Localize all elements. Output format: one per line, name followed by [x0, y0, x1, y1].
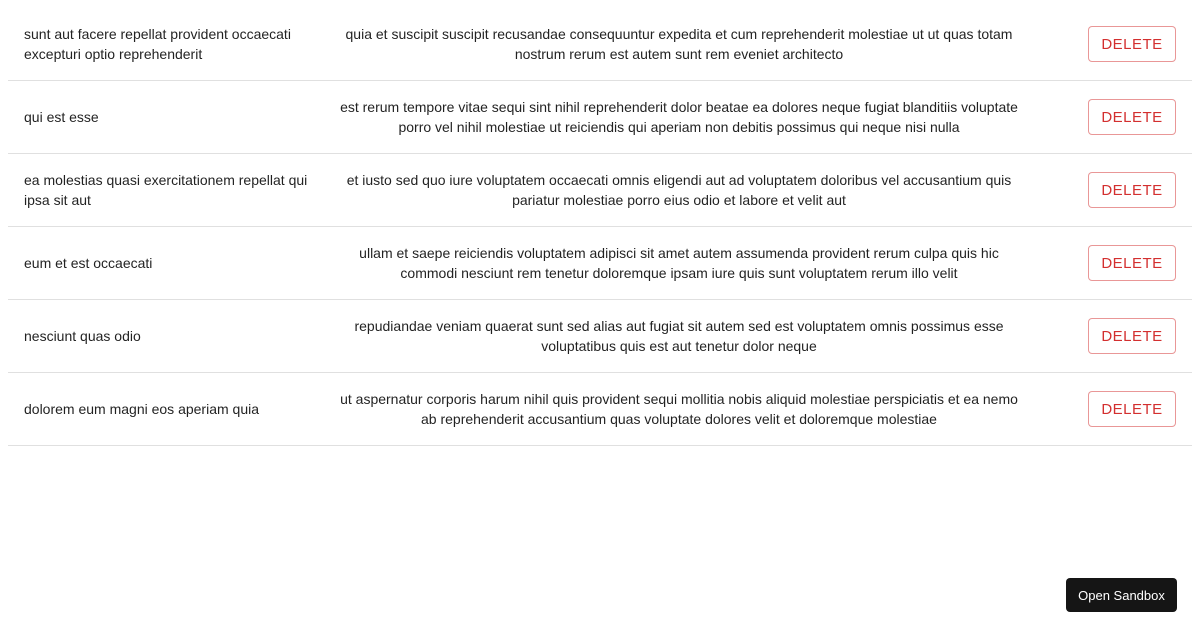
action-cell: [1030, 318, 1192, 354]
table-row: [8, 227, 1192, 300]
action-cell: [1030, 26, 1192, 62]
delete-button[interactable]: DELETE: [1088, 245, 1176, 281]
post-body: repudiandae veniam quaerat sunt sed alias aut fugiat sit autem sed est voluptatem omnis possimus esse voluptatibus quis est aut tenetur dolor neque: [354, 318, 1004, 354]
action-cell: [1030, 245, 1192, 281]
post-title: ea molestias quasi exercitationem repellat qui ipsa sit aut: [24, 172, 308, 208]
post-body: et iusto sed quo iure voluptatem occaecati omnis eligendi aut ad voluptatem doloribus vel accusantium quis pariatur molestiae porro eius odio et labore et velit aut: [346, 172, 1012, 208]
post-title: sunt aut facere repellat provident occaecati excepturi optio reprehenderit: [24, 26, 291, 62]
post-title: nesciunt quas odio: [24, 328, 141, 344]
delete-button[interactable]: DELETE: [1088, 99, 1176, 135]
delete-button[interactable]: DELETE: [1088, 391, 1176, 427]
table-row: [8, 300, 1192, 373]
posts-table: [8, 8, 1192, 446]
post-body: ut aspernatur corporis harum nihil quis provident sequi mollitia nobis aliquid molestiae perspiciatis et ea nemo ab reprehenderit accusantium quas voluptate dolores velit et doloremque molestiae: [340, 391, 1018, 427]
post-body: quia et suscipit suscipit recusandae consequuntur expedita et cum reprehenderit molestiae ut ut quas totam nostrum rerum est autem sunt rem eveniet architecto: [345, 26, 1013, 62]
table-row: [8, 8, 1192, 81]
delete-button[interactable]: DELETE: [1088, 172, 1176, 208]
action-cell: [1030, 172, 1192, 208]
open-sandbox-button[interactable]: Open Sandbox: [1066, 578, 1177, 612]
table-row: [8, 81, 1192, 154]
table-row: [8, 154, 1192, 227]
delete-button[interactable]: DELETE: [1088, 318, 1176, 354]
post-body: ullam et saepe reiciendis voluptatem adipisci sit amet autem assumenda provident rerum culpa quis hic commodi nesciunt rem tenetur doloremque ipsam iure quis sunt voluptatem rerum illo velit: [359, 245, 999, 281]
post-title: qui est esse: [24, 109, 99, 125]
delete-button[interactable]: DELETE: [1088, 26, 1176, 62]
table-row: [8, 373, 1192, 446]
post-title: dolorem eum magni eos aperiam quia: [24, 401, 260, 417]
action-cell: [1030, 99, 1192, 135]
post-title: eum et est occaecati: [24, 255, 153, 271]
post-body: est rerum tempore vitae sequi sint nihil reprehenderit dolor beatae ea dolores neque fugiat blanditiis voluptate porro vel nihil molestiae ut reiciendis qui aperiam non debitis possimus qui neque nisi nulla: [340, 99, 1018, 135]
action-cell: [1030, 391, 1192, 427]
